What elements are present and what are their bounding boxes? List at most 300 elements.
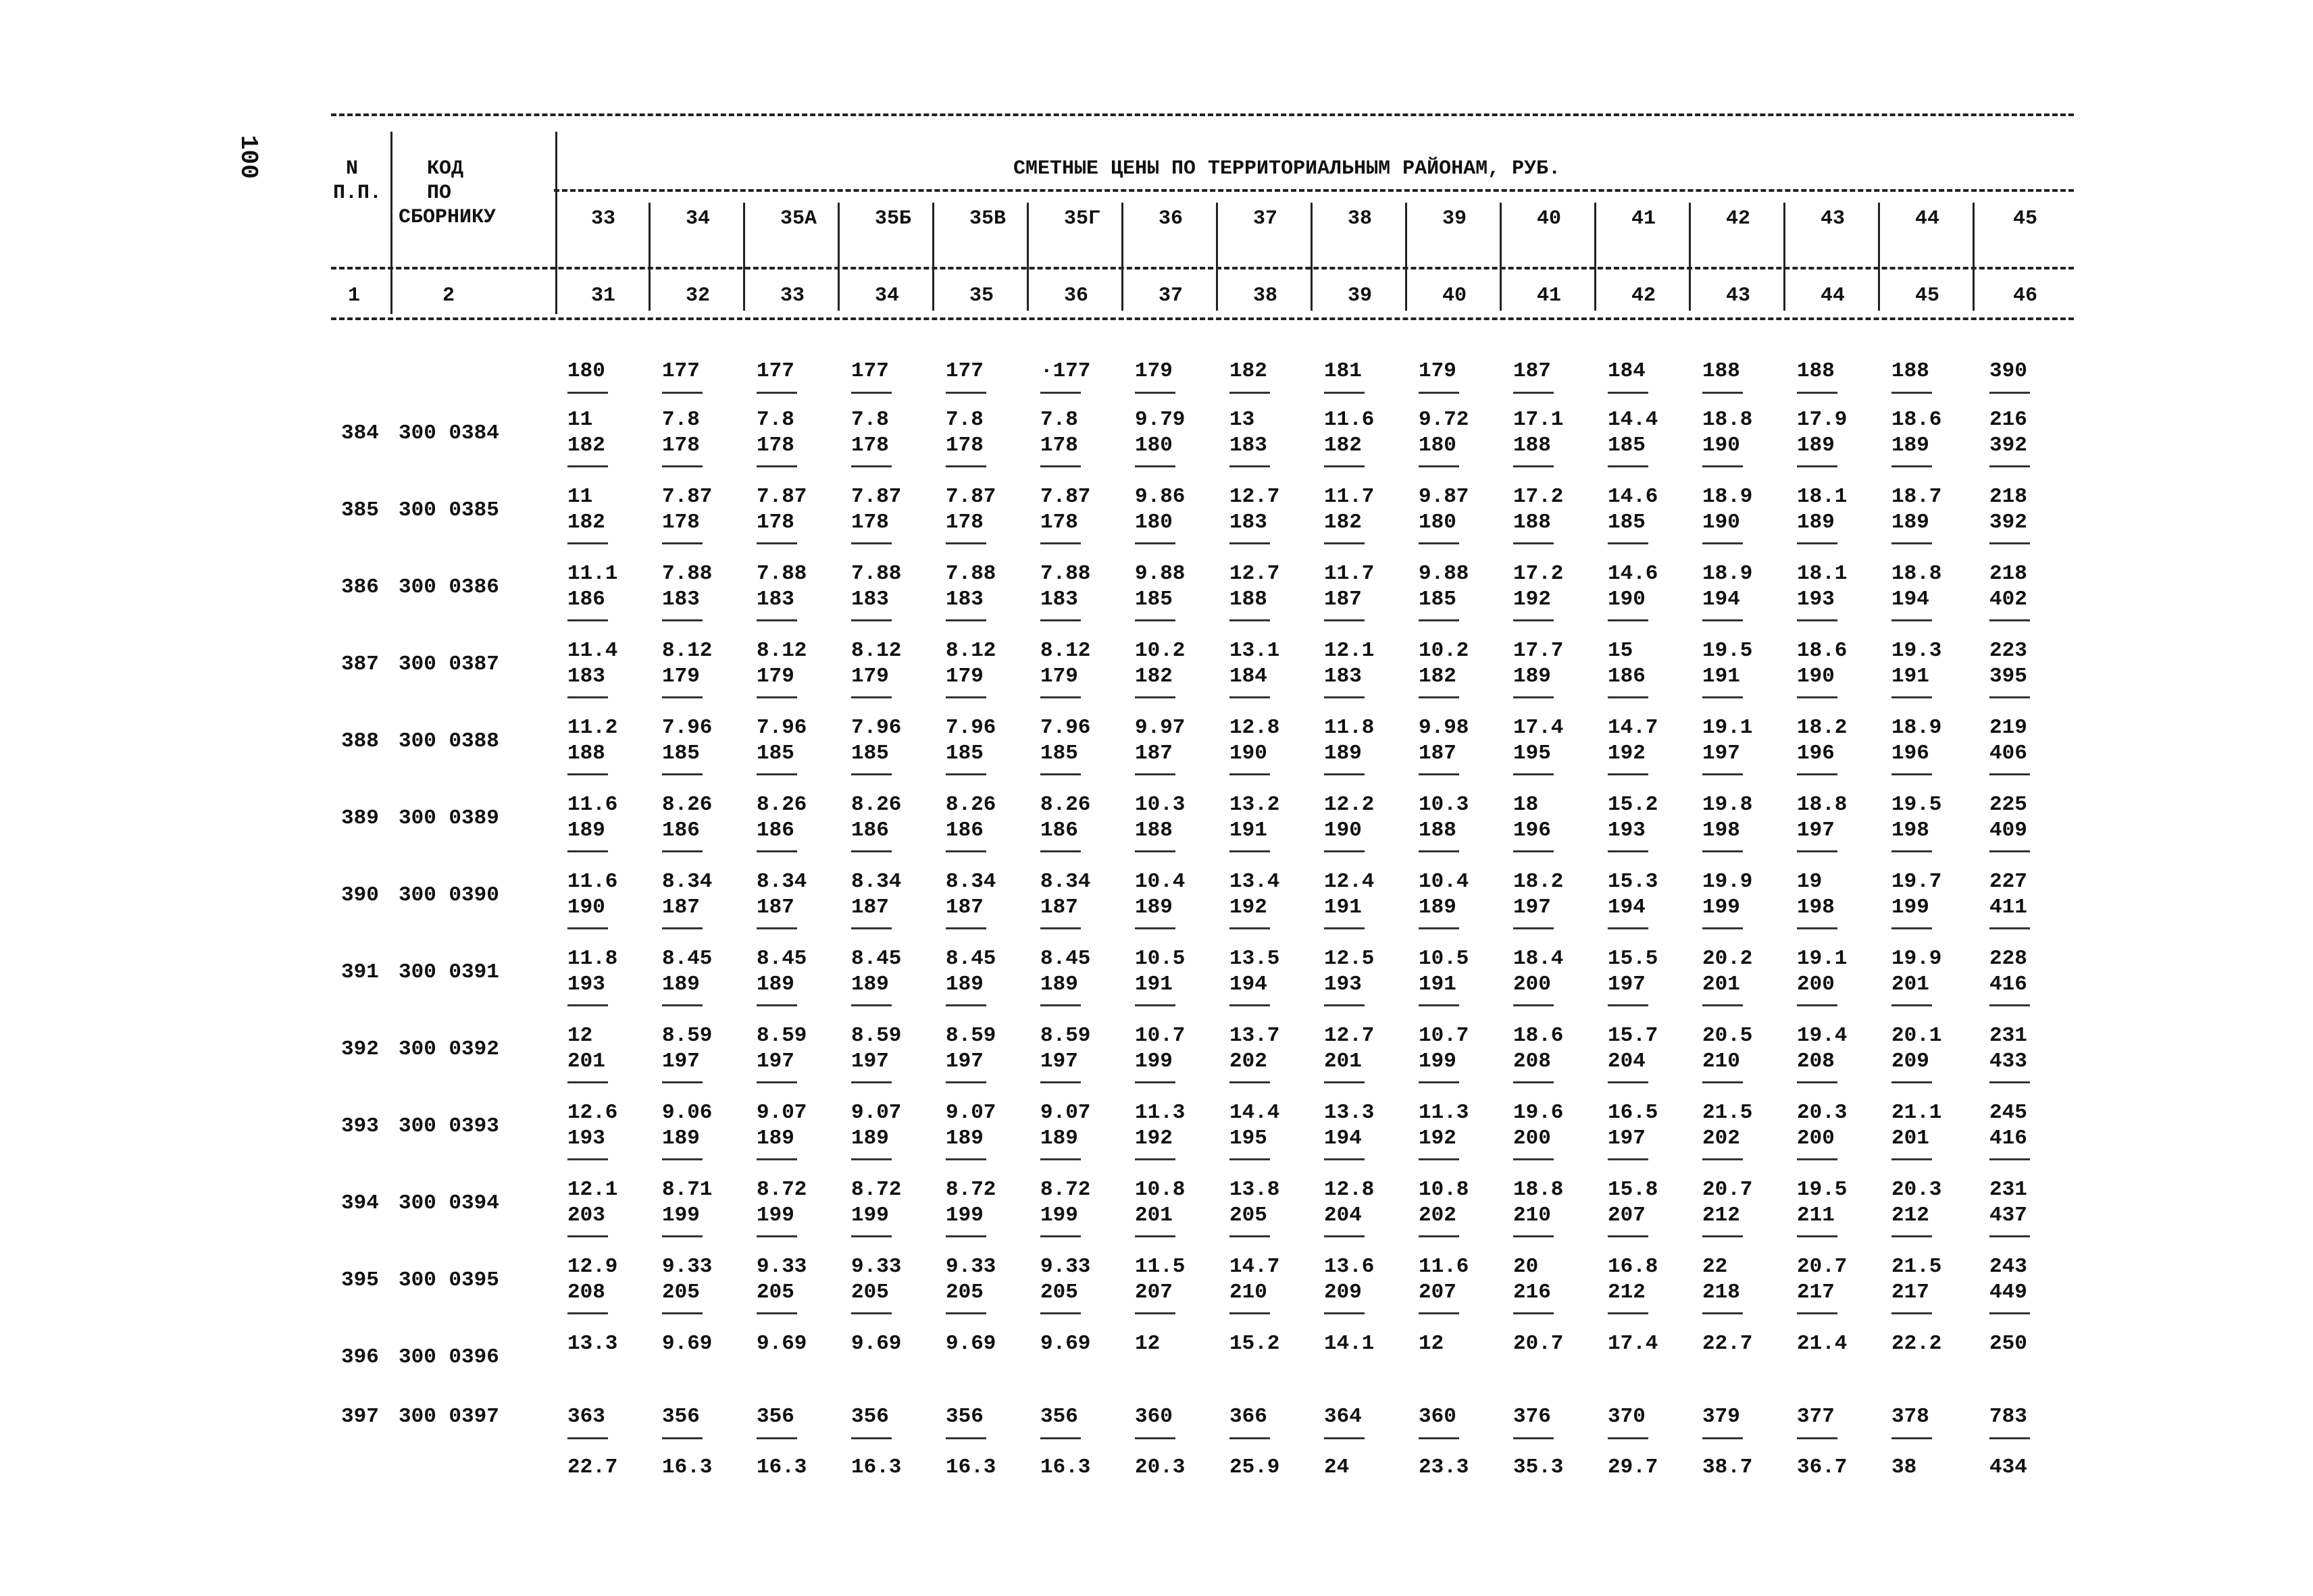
cell-value: 356 [851, 1405, 889, 1428]
cell-value: 11.8 [567, 947, 618, 971]
cell-value: 8.12 [757, 639, 807, 663]
column-divider [932, 203, 934, 311]
cell-value: 11.6 [1419, 1255, 1469, 1279]
region-index: 41 [1537, 284, 1562, 307]
cell-value: 193 [567, 973, 605, 996]
cell-value: 7.88 [757, 562, 807, 586]
fraction-bar [662, 850, 703, 852]
cell-value: 16.8 [1608, 1255, 1658, 1279]
cell-value: 17.7 [1513, 639, 1564, 663]
cell-value: 9.98 [1419, 716, 1469, 740]
cell-value: 392 [1989, 511, 2027, 534]
cell-value: 356 [1040, 1405, 1078, 1428]
fraction-bar [1797, 1158, 1837, 1160]
region-header: 36 [1159, 207, 1184, 230]
cell-value: 188 [1229, 588, 1267, 611]
cell-value: 183 [851, 588, 889, 611]
cell-value: 11.4 [567, 639, 618, 663]
fraction-bar [1419, 1437, 1459, 1439]
region-header: 35Б [875, 207, 912, 230]
cell-value: 177 [946, 359, 984, 383]
cell-value: 11.7 [1324, 485, 1375, 509]
cell-value: 8.34 [662, 870, 713, 894]
cell-value: 434 [1989, 1456, 2027, 1479]
region-header: 43 [1821, 207, 1846, 230]
region-index: 40 [1442, 284, 1467, 307]
cell-value: 10.8 [1135, 1178, 1186, 1202]
fraction-bar [757, 773, 797, 775]
region-header: 44 [1915, 207, 1940, 230]
fraction-bar [1135, 1004, 1175, 1006]
cell-value: 10.3 [1135, 793, 1186, 817]
fraction-bar [1229, 927, 1270, 929]
fraction-bar [1797, 465, 1837, 467]
fraction-bar [1229, 1081, 1270, 1083]
cell-value: 377 [1797, 1405, 1835, 1428]
fraction-bar [567, 542, 608, 544]
row-number: 397 [341, 1405, 379, 1428]
cell-value: 197 [1797, 819, 1835, 842]
cell-value: 378 [1891, 1405, 1929, 1428]
cell-value: 195 [1229, 1127, 1267, 1150]
cell-value: 18.8 [1797, 793, 1848, 817]
cell-value: 7.8 [946, 408, 984, 432]
cell-value: 218 [1702, 1281, 1740, 1304]
cell-value: 9.69 [946, 1332, 996, 1356]
fraction-bar [1324, 619, 1365, 621]
cell-value: 9.86 [1135, 485, 1186, 509]
fraction-bar [946, 773, 986, 775]
region-index: 43 [1726, 284, 1751, 307]
cell-value: 18.6 [1797, 639, 1848, 663]
cell-value: 179 [946, 665, 984, 688]
cell-value: 10.7 [1135, 1024, 1186, 1048]
cell-value: 379 [1702, 1405, 1740, 1428]
cell-value: 199 [851, 1204, 889, 1227]
cell-value: 18.8 [1513, 1178, 1564, 1202]
column-divider [1500, 203, 1502, 311]
cell-value: 192 [1419, 1127, 1456, 1150]
fraction-bar [1040, 1235, 1081, 1237]
fraction-bar [1419, 927, 1459, 929]
cell-value: 185 [1135, 588, 1173, 611]
fraction-bar [1702, 1158, 1743, 1160]
cell-value: 18.9 [1702, 485, 1753, 509]
fraction-bar [1324, 1004, 1365, 1006]
cell-value: 7.87 [662, 485, 713, 509]
fraction-bar [1229, 1312, 1270, 1314]
cell-value: 205 [1229, 1204, 1267, 1227]
fraction-bar [946, 392, 986, 394]
cell-value: 188 [567, 742, 605, 765]
cell-value: 191 [1135, 973, 1173, 996]
col-n-header: П.П. [333, 182, 382, 205]
cell-value: 38 [1891, 1456, 1917, 1479]
cell-value: 190 [1702, 511, 1740, 534]
column-divider [1594, 203, 1596, 311]
row-code: 300 0396 [399, 1345, 499, 1369]
fraction-bar [946, 1158, 986, 1160]
fraction-bar [1419, 465, 1459, 467]
cell-value: 179 [757, 665, 794, 688]
row-number: 393 [341, 1114, 379, 1138]
fraction-bar [1135, 773, 1175, 775]
cell-value: 8.45 [662, 947, 713, 971]
cell-value: 178 [1040, 511, 1078, 534]
cell-value: 186 [1040, 819, 1078, 842]
cell-value: 205 [757, 1281, 794, 1304]
row-number: 384 [341, 421, 379, 445]
col-code-header: СБОРНИКУ [399, 206, 497, 229]
fraction-bar [1891, 542, 1932, 544]
region-header: 38 [1348, 207, 1373, 230]
cell-value: 18.1 [1797, 485, 1848, 509]
cell-value: 186 [851, 819, 889, 842]
cell-value: 182 [1229, 359, 1267, 383]
cell-value: 198 [1702, 819, 1740, 842]
fraction-bar [1419, 1081, 1459, 1083]
cell-value: 7.88 [946, 562, 996, 586]
region-header: 39 [1442, 207, 1467, 230]
fraction-bar [1419, 619, 1459, 621]
cell-value: 9.33 [851, 1255, 902, 1279]
fraction-bar [946, 696, 986, 698]
cell-value: 8.59 [851, 1024, 902, 1048]
cell-value: 21.4 [1797, 1332, 1848, 1356]
cell-value: 187 [1324, 588, 1362, 611]
column-divider [1216, 203, 1218, 311]
cell-value: 12.9 [567, 1255, 618, 1279]
cell-value: 12.4 [1324, 870, 1375, 894]
region-index: 35 [969, 284, 994, 307]
cell-value: 370 [1608, 1405, 1646, 1428]
page-number: 100 [234, 135, 262, 179]
cell-value: 11 [567, 485, 593, 509]
fraction-bar [1608, 773, 1648, 775]
cell-value: 8.34 [946, 870, 996, 894]
cell-value: 199 [757, 1204, 794, 1227]
fraction-bar [757, 850, 797, 852]
cell-value: 18.4 [1513, 947, 1564, 971]
cell-value: 180 [1419, 434, 1456, 457]
fraction-bar [757, 1235, 797, 1237]
fraction-bar [757, 1081, 797, 1083]
cell-value: 8.26 [851, 793, 902, 817]
fraction-bar [1797, 773, 1837, 775]
cell-value: 12.1 [567, 1178, 618, 1202]
region-header: 33 [591, 207, 616, 230]
cell-value: 208 [1797, 1050, 1835, 1073]
fraction-bar [567, 696, 608, 698]
column-divider [838, 203, 840, 311]
cell-value: 11.5 [1135, 1255, 1186, 1279]
fraction-bar [1513, 696, 1554, 698]
cell-value: 10.5 [1419, 947, 1469, 971]
cell-value: 189 [946, 1127, 984, 1150]
cell-value: 20.3 [1891, 1178, 1942, 1202]
cell-value: 18 [1513, 793, 1539, 817]
fraction-bar [1702, 542, 1743, 544]
fraction-bar [1324, 1235, 1365, 1237]
fraction-bar [851, 392, 892, 394]
fraction-bar [567, 850, 608, 852]
cell-value: 7.96 [851, 716, 902, 740]
row-code: 300 0393 [399, 1114, 499, 1138]
cell-value: 185 [1608, 434, 1646, 457]
cell-value: 11 [567, 408, 593, 432]
cell-value: 184 [1229, 665, 1267, 688]
cell-value: 189 [567, 819, 605, 842]
fraction-bar [1513, 465, 1554, 467]
cell-value: 187 [851, 896, 889, 919]
cell-value: 20.1 [1891, 1024, 1942, 1048]
cell-value: 197 [946, 1050, 984, 1073]
cell-value: 183 [946, 588, 984, 611]
cell-value: 8.34 [1040, 870, 1091, 894]
row-number: 394 [341, 1191, 379, 1215]
fraction-bar [851, 927, 892, 929]
cell-value: 8.45 [1040, 947, 1091, 971]
fraction-bar [1989, 619, 2030, 621]
cell-value: 15.7 [1608, 1024, 1658, 1048]
cell-value: 406 [1989, 742, 2027, 765]
fraction-bar [567, 619, 608, 621]
cell-value: 186 [1608, 665, 1646, 688]
cell-value: 18.2 [1797, 716, 1848, 740]
cell-value: 197 [757, 1050, 794, 1073]
cell-value: 194 [1324, 1127, 1362, 1150]
cell-value: 11.6 [1324, 408, 1375, 432]
cell-value: 12 [1135, 1332, 1161, 1356]
fraction-bar [1135, 927, 1175, 929]
cell-value: 182 [1419, 665, 1456, 688]
fraction-bar [1608, 1235, 1648, 1237]
cell-value: 185 [1608, 511, 1646, 534]
cell-value: 178 [946, 511, 984, 534]
cell-value: 196 [1797, 742, 1835, 765]
cell-value: 20.7 [1797, 1255, 1848, 1279]
fraction-bar [1891, 1004, 1932, 1006]
cell-value: 189 [1797, 511, 1835, 534]
fraction-bar [1135, 1081, 1175, 1083]
fraction-bar [851, 542, 892, 544]
column-divider [1405, 203, 1407, 311]
fraction-bar [946, 1235, 986, 1237]
cell-value: 16.3 [662, 1456, 713, 1479]
cell-value: 199 [662, 1204, 700, 1227]
region-index: 34 [875, 284, 900, 307]
cell-value: 9.87 [1419, 485, 1469, 509]
fraction-bar [1324, 773, 1365, 775]
column-divider [1027, 203, 1029, 311]
fraction-bar [1040, 542, 1081, 544]
fraction-bar [1419, 773, 1459, 775]
cell-value: 12.2 [1324, 793, 1375, 817]
cell-value: 189 [662, 1127, 700, 1150]
fraction-bar [757, 619, 797, 621]
region-index: 44 [1821, 284, 1846, 307]
cell-value: 10.4 [1419, 870, 1469, 894]
cell-value: 395 [1989, 665, 2027, 688]
fraction-bar [1513, 1312, 1554, 1314]
cell-value: 187 [1419, 742, 1456, 765]
region-header: 34 [686, 207, 711, 230]
cell-value: 7.88 [1040, 562, 1091, 586]
cell-value: 189 [1891, 511, 1929, 534]
row-code: 300 0388 [399, 729, 499, 753]
fraction-bar [1513, 927, 1554, 929]
fraction-bar [1608, 850, 1648, 852]
fraction-bar [1040, 619, 1081, 621]
cell-value: 8.12 [946, 639, 996, 663]
cell-value: 192 [1513, 588, 1551, 611]
fraction-bar [1891, 1437, 1932, 1439]
cell-value: 356 [757, 1405, 794, 1428]
header-divider [555, 132, 557, 314]
cell-value: 9.69 [1040, 1332, 1091, 1356]
row-number: 391 [341, 960, 379, 984]
cell-value: 187 [1513, 359, 1551, 383]
cell-value: 12 [567, 1024, 593, 1048]
cell-value: 218 [1989, 562, 2027, 586]
cell-value: 16.5 [1608, 1101, 1658, 1125]
cell-value: 219 [1989, 716, 2027, 740]
column-divider [1973, 203, 1975, 311]
cell-value: 8.45 [757, 947, 807, 971]
cell-value: 192 [1135, 1127, 1173, 1150]
region-index: 42 [1631, 284, 1656, 307]
fraction-bar [1608, 1004, 1648, 1006]
row-code: 300 0389 [399, 806, 499, 830]
fraction-bar [1040, 392, 1081, 394]
cell-value: 22.7 [567, 1456, 618, 1479]
fraction-bar [1324, 1158, 1365, 1160]
cell-value: 208 [1513, 1050, 1551, 1073]
cell-value: 12.5 [1324, 947, 1375, 971]
cell-value: 19.8 [1702, 793, 1753, 817]
cell-value: 8.72 [757, 1178, 807, 1202]
cell-value: 416 [1989, 1127, 2027, 1150]
cell-value: 25.9 [1229, 1456, 1280, 1479]
cell-value: 196 [1513, 819, 1551, 842]
cell-value: 19.7 [1891, 870, 1942, 894]
fraction-bar [1229, 392, 1270, 394]
cell-value: 185 [1419, 588, 1456, 611]
cell-value: 9.97 [1135, 716, 1186, 740]
row-code: 300 0384 [399, 421, 499, 445]
cell-value: 178 [946, 434, 984, 457]
fraction-bar [757, 1312, 797, 1314]
region-header: 42 [1726, 207, 1751, 230]
fraction-bar [662, 1437, 703, 1439]
cell-value: 12 [1419, 1332, 1444, 1356]
col-code-header: КОД [427, 157, 464, 180]
fraction-bar [1608, 1081, 1648, 1083]
cell-value: 15.5 [1608, 947, 1658, 971]
fraction-bar [1135, 542, 1175, 544]
cell-value: 390 [1989, 359, 2027, 383]
cell-value: 188 [1419, 819, 1456, 842]
region-index: 38 [1253, 284, 1278, 307]
cell-value: 183 [1040, 588, 1078, 611]
fraction-bar [1797, 1004, 1837, 1006]
cell-value: 180 [1135, 434, 1173, 457]
cell-value: 194 [1702, 588, 1740, 611]
cell-value: 182 [567, 511, 605, 534]
cell-value: 13.3 [1324, 1101, 1375, 1125]
fraction-bar [1040, 773, 1081, 775]
fraction-bar [1608, 1312, 1648, 1314]
cell-value: 191 [1419, 973, 1456, 996]
fraction-bar [1419, 1158, 1459, 1160]
fraction-bar [1891, 1235, 1932, 1237]
fraction-bar [1135, 1437, 1175, 1439]
fraction-bar [946, 927, 986, 929]
fraction-bar [1702, 1081, 1743, 1083]
cell-value: 188 [1513, 434, 1551, 457]
cell-value: 17.1 [1513, 408, 1564, 432]
cell-value: 8.12 [1040, 639, 1091, 663]
header-top-rule [331, 113, 2074, 116]
cell-value: 205 [851, 1281, 889, 1304]
cell-value: 18.9 [1891, 716, 1942, 740]
fraction-bar [757, 927, 797, 929]
cell-value: 7.88 [851, 562, 902, 586]
column-divider [1121, 203, 1123, 311]
cell-value: 191 [1229, 819, 1267, 842]
cell-value: 177 [757, 359, 794, 383]
fraction-bar [1229, 1158, 1270, 1160]
cell-value: 178 [757, 511, 794, 534]
fraction-bar [1324, 850, 1365, 852]
cell-value: 409 [1989, 819, 2027, 842]
header-divider [390, 132, 392, 314]
row-number: 392 [341, 1037, 379, 1061]
cell-value: 10.7 [1419, 1024, 1469, 1048]
fraction-bar [567, 927, 608, 929]
cell-value: 14.7 [1608, 716, 1658, 740]
fraction-bar [1891, 619, 1932, 621]
cell-value: 416 [1989, 973, 2027, 996]
cell-value: 225 [1989, 793, 2027, 817]
cell-value: 185 [662, 742, 700, 765]
row-code: 300 0386 [399, 575, 499, 599]
cell-value: 17.4 [1513, 716, 1564, 740]
fraction-bar [662, 1004, 703, 1006]
cell-value: 187 [757, 896, 794, 919]
region-header: 35А [780, 207, 817, 230]
cell-value: 8.12 [662, 639, 713, 663]
fraction-bar [1989, 392, 2030, 394]
region-header: 41 [1631, 207, 1656, 230]
fraction-bar [1702, 850, 1743, 852]
cell-value: 8.45 [851, 947, 902, 971]
fraction-bar [1797, 1437, 1837, 1439]
fraction-bar [851, 1004, 892, 1006]
fraction-bar [662, 696, 703, 698]
cell-value: 197 [851, 1050, 889, 1073]
fraction-bar [1513, 542, 1554, 544]
cell-value: 227 [1989, 870, 2027, 894]
cell-value: 12.8 [1229, 716, 1280, 740]
cell-value: 19.9 [1891, 947, 1942, 971]
fraction-bar [1989, 850, 2030, 852]
column-divider [1689, 203, 1691, 311]
fraction-bar [1324, 1437, 1365, 1439]
cell-value: 12.8 [1324, 1178, 1375, 1202]
cell-value: 21.5 [1891, 1255, 1942, 1279]
cell-value: 18.8 [1702, 408, 1753, 432]
